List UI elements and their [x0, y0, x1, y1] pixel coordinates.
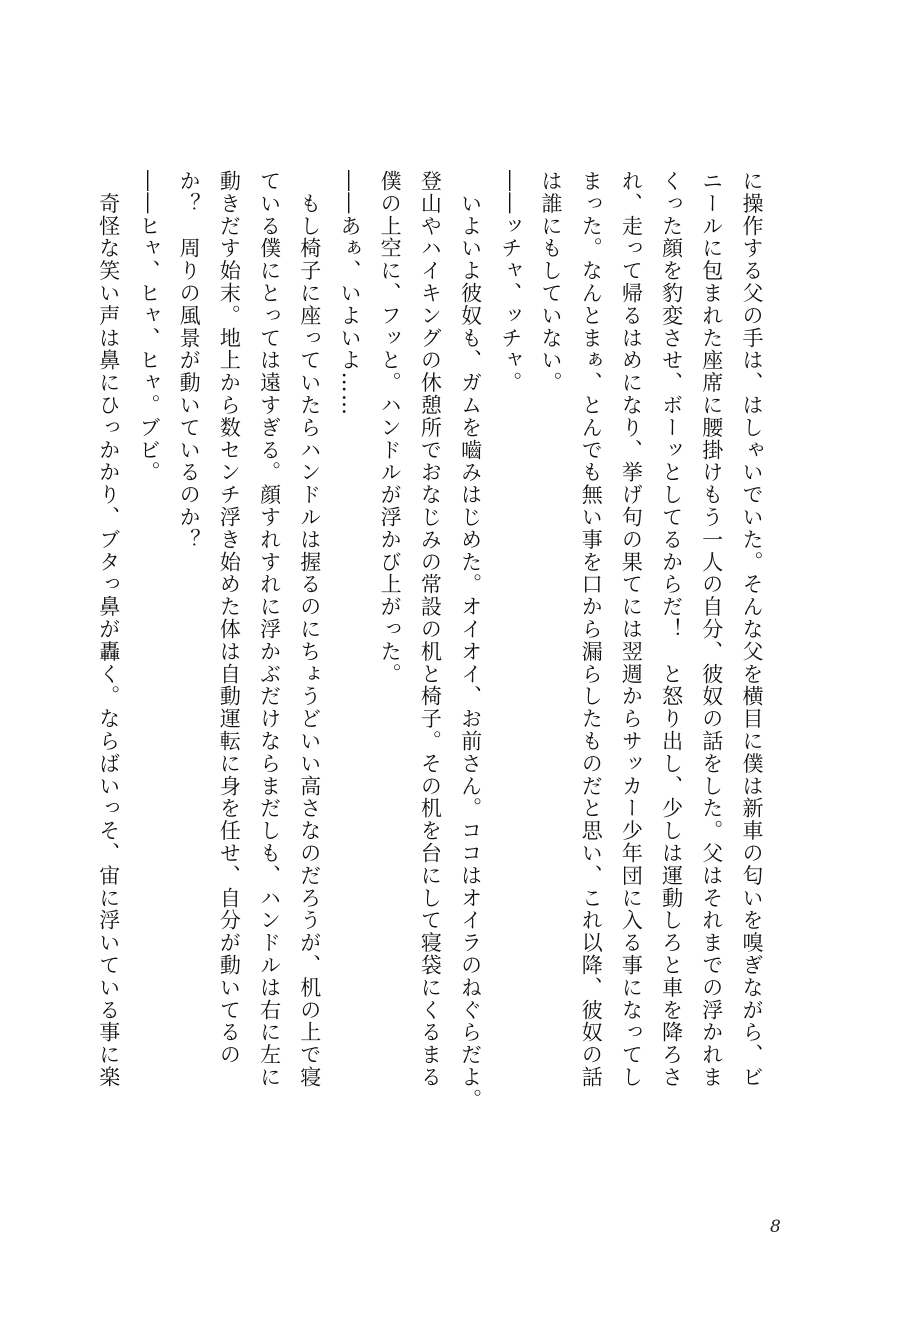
text-line: まった。なんとまぁ、とんでも無い事を口から漏らしたものだと思い、これ以降、彼奴の話 — [579, 170, 604, 1089]
dialogue-line: ――あぁ、いよいよ…… — [337, 170, 362, 417]
text-line: 登山やハイキングの休憩所でおなじみの常設の机と椅子。その机を台にして寝袋にくるまる — [418, 170, 443, 1089]
text-line: 僕の上空に、フッと。ハンドルが浮かび上がった。 — [378, 170, 403, 686]
text-line: 動きだす始末。地上から数センチ浮き始めた体は自動運転に身を任せ、自分が動いてるの — [217, 170, 242, 1066]
vertical-text-body — [96, 170, 772, 1150]
text-line: れ、走って帰るはめになり、挙げ句の果てには翌週からサッカー少年団に入る事になってし — [619, 170, 644, 1089]
dialogue-line: ――ヒャ、ヒャ、ヒャ。ブビ。 — [136, 170, 161, 484]
text-line: は誰にもしていない。 — [538, 170, 563, 394]
text-line: か？ 周りの風景が動いているのか？ — [177, 170, 202, 551]
text-line: もし椅子に座っていたらハンドルは握るのにちょうどいい高さなのだろうが、机の上で寝 — [297, 170, 322, 1089]
page-number: 8 — [770, 1217, 781, 1237]
dialogue-line: ――ッチャ、ッチャ。 — [498, 170, 523, 394]
text-line: くった顔を豹変させ、ボーッとしてるからだ！ と怒り出し、少しは運動しろと車を降ろさ — [659, 170, 684, 1089]
text-line: ニールに包まれた座席に腰掛けもう一人の自分、彼奴の話をした。父はそれまでの浮かれま — [699, 170, 724, 1089]
text-line: に操作する父の手は、はしゃいでいた。そんな父を横目に僕は新車の匂いを嗅ぎながら、ビ — [740, 170, 764, 1089]
text-line: ている僕にとっては遠すぎる。顔すれすれに浮かぶだけならまだしも、ハンドルは右に左に — [257, 170, 282, 1089]
text-line: 奇怪な笑い声は鼻にひっかかり、ブタっ鼻が轟く。ならばいっそ、宙に浮いている事に楽 — [96, 170, 121, 1089]
text-line: いよいよ彼奴も、ガムを嚙みはじめた。オイオイ、お前さん。ココはオイラのねぐらだよ。 — [458, 170, 483, 1111]
